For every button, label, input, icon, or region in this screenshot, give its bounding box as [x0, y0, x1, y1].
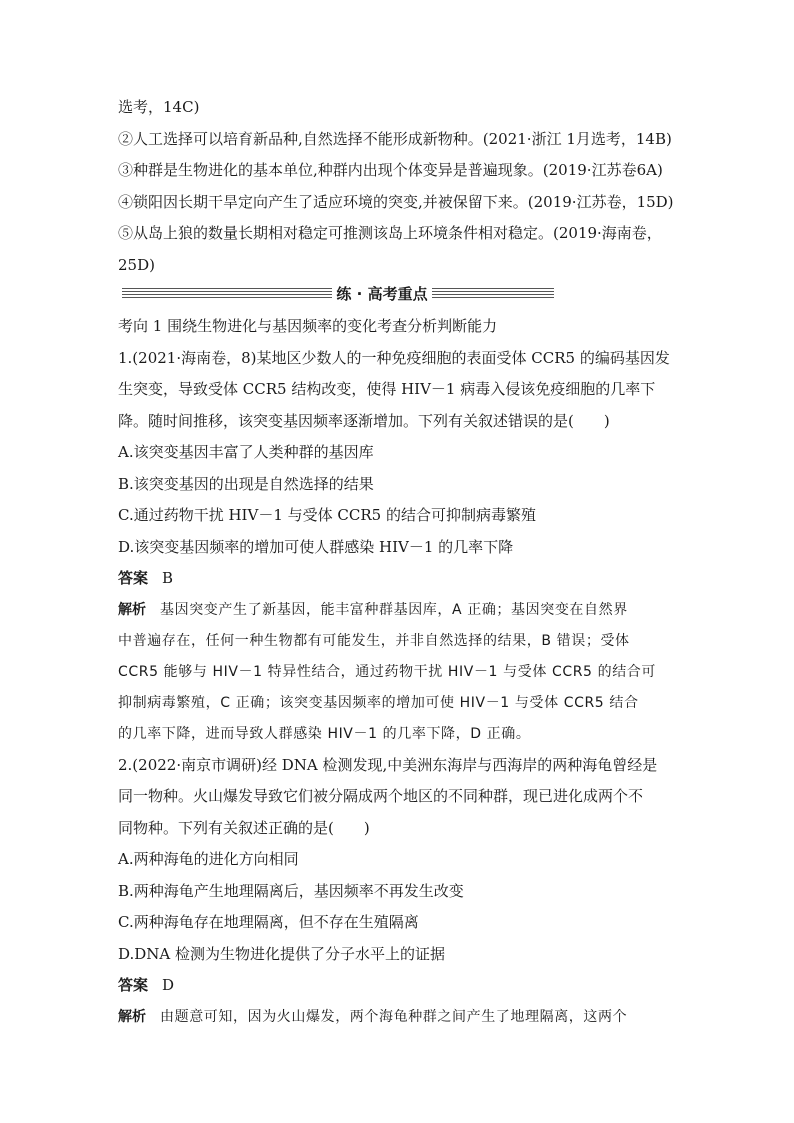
q2-option-a: A.两种海龟的进化方向相同: [118, 850, 299, 868]
document-page: [118, 92, 678, 1033]
q1-stem-line: 1.(2021·海南卷，8)某地区少数人的一种免疫细胞的表面受体 CCR5 的编码基因发: [118, 348, 670, 367]
q1-option-b: B.该突变基因的出现是自然选择的结果: [118, 474, 374, 493]
q1-answer: [118, 563, 678, 595]
q1-option-c: C.通过药物干扰 HIV－1 与受体 CCR5 的结合可抑制病毒繁殖: [118, 506, 536, 524]
banner-stripe-left: [122, 288, 332, 300]
q2-explanation-line: [118, 1002, 678, 1033]
q1-stem-line: 降。随时间推移，该突变基因频率逐渐增加。下列有关叙述错误的是( ): [118, 411, 610, 430]
q2-option-c: C.两种海龟存在地理隔离，但不存在生殖隔离: [118, 913, 419, 931]
explanation-text: 基因突变产生了新基因，能丰富种群基因库，A 正确；基因突变在自然界: [160, 601, 628, 618]
banner-title: 练 · 高考重点: [336, 285, 428, 303]
q2-stem-line: 2.(2022·南京市调研)经 DNA 检测发现,中美洲东海岸与西海岸的两种海龟曾经是: [118, 755, 658, 774]
explanation-label: 解析: [118, 601, 146, 618]
review-item-5-cont: 25D): [118, 255, 155, 274]
question-2: [118, 750, 678, 1033]
question-1: [118, 343, 678, 750]
q2-option-d: D.DNA 检测为生物进化提供了分子水平上的证据: [118, 944, 446, 963]
q1-explanation-line: [118, 595, 678, 626]
q1-option-a: A.该突变基因丰富了人类种群的基因库: [118, 443, 374, 461]
q2-option-b: B.两种海龟产生地理隔离后，基因频率不再发生改变: [118, 881, 464, 900]
answer-label: 答案: [118, 569, 149, 587]
explanation-label: 解析: [118, 1008, 146, 1025]
q1-explanation-line: CCR5 能够与 HIV－1 特异性结合，通过药物干扰 HIV－1 与受体 CCR5 的结合可: [118, 663, 657, 680]
q2-stem-line: 同物种。下列有关叙述正确的是( ): [118, 818, 370, 837]
review-item-2: ②人工选择可以培育新品种,自然选择不能形成新物种。(2021·浙江 1月选考，14B): [118, 129, 672, 148]
continuation-line: 选考，14C): [118, 98, 200, 116]
q1-explanation-line: 的几率下降，进而导致人群感染 HIV－1 的几率下降，D 正确。: [118, 725, 531, 742]
review-item-3: ③种群是生物进化的基本单位,种群内出现个体变异是普遍现象。(2019·江苏卷6A): [118, 161, 663, 179]
q1-stem-line: 生突变，导致受体 CCR5 结构改变，使得 HIV－1 病毒入侵该免疫细胞的几率下: [118, 380, 656, 398]
review-item-4: ④锁阳因长期干旱定向产生了适应环境的突变,并被保留下来。(2019·江苏卷，15D): [118, 192, 674, 211]
answer-label: 答案: [118, 976, 149, 994]
section-banner: [0, 281, 678, 307]
review-item-5: ⑤从岛上狼的数量长期相对稳定可推测该岛上环境条件相对稳定。(2019·海南卷，: [118, 224, 662, 242]
q2-stem-line: 同一物种。火山爆发导致它们被分隔成两个地区的不同种群，现已进化成两个不: [118, 787, 644, 805]
banner-stripe-right: [432, 288, 554, 300]
q1-explanation-line: 中普遍存在，任何一种生物都有可能发生，并非自然选择的结果，B 错误；受体: [118, 632, 630, 649]
q1-explanation-line: 抑制病毒繁殖，C 正确；该突变基因频率的增加可使 HIV－1 与受体 CCR5 结合: [118, 694, 639, 711]
answer-value: D: [162, 976, 175, 994]
section-heading: 考向 1 围绕生物进化与基因频率的变化考查分析判断能力: [118, 317, 498, 335]
explanation-text: 由题意可知，因为火山爆发，两个海龟种群之间产生了地理隔离，这两个: [160, 1008, 628, 1025]
q2-answer: [118, 970, 678, 1002]
answer-value: B: [162, 569, 174, 587]
q1-option-d: D.该突变基因频率的增加可使人群感染 HIV－1 的几率下降: [118, 537, 514, 556]
